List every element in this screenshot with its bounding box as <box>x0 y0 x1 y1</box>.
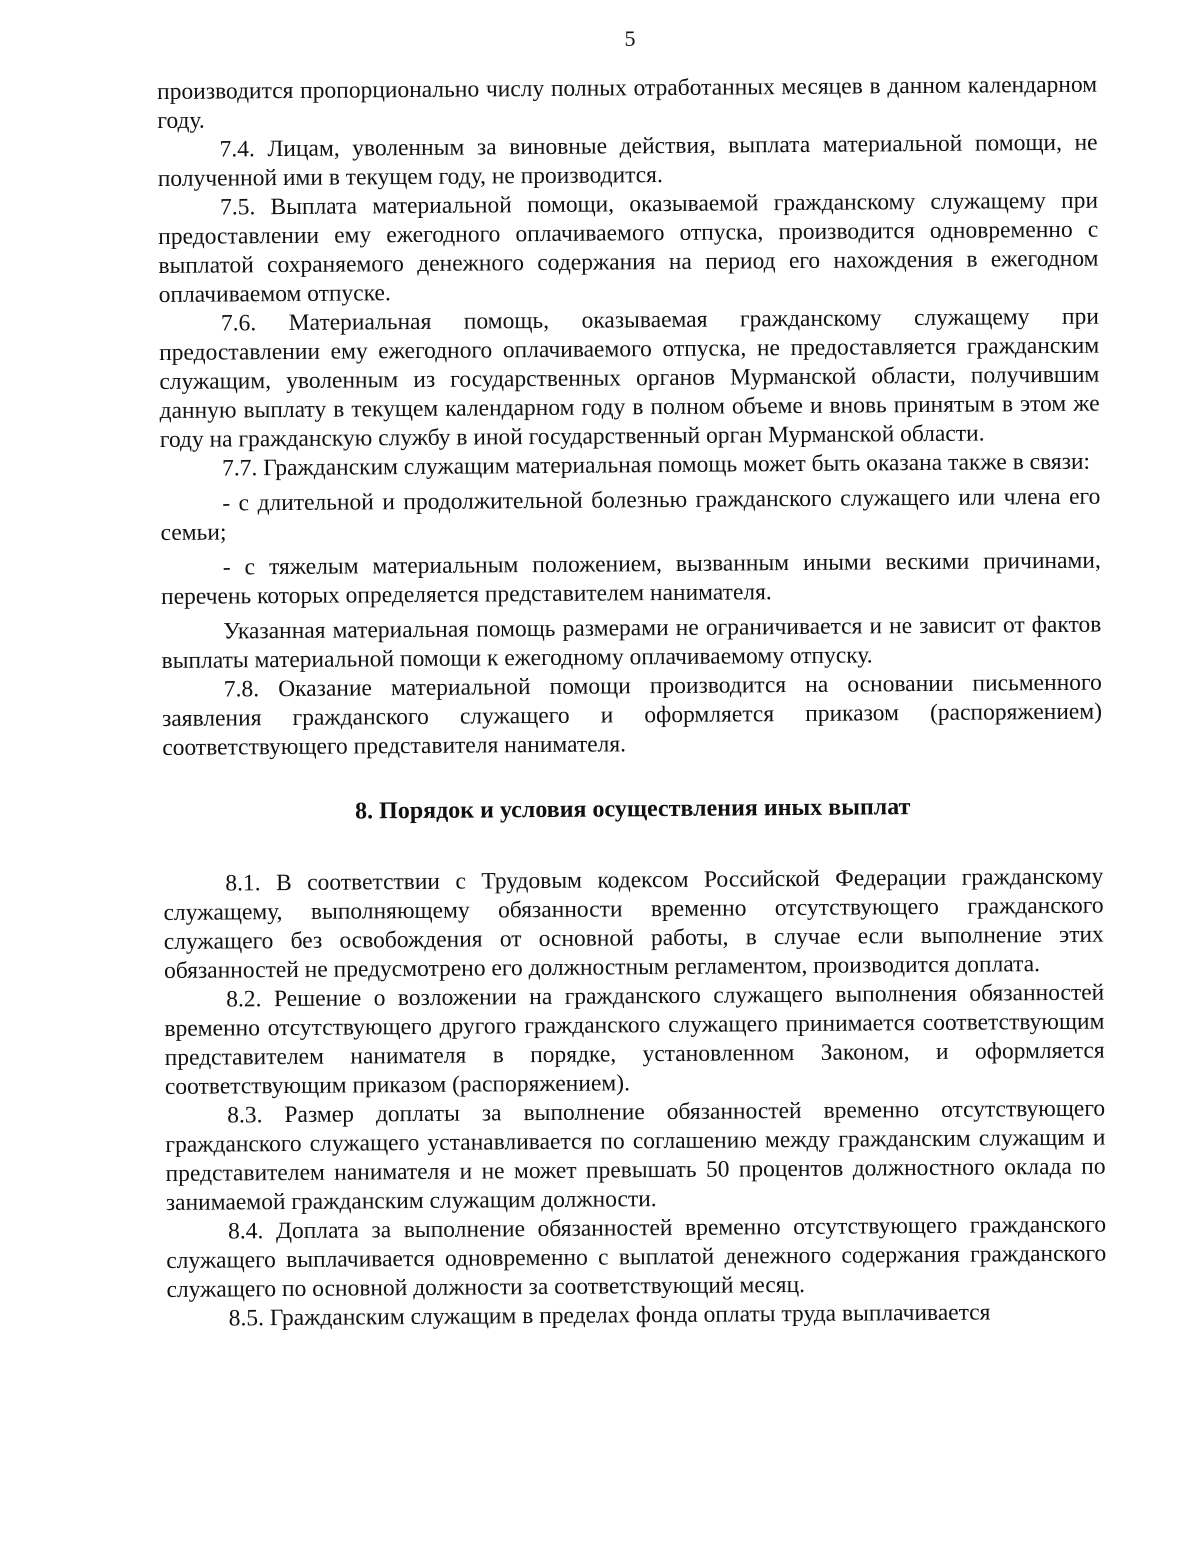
list-item-illness: - с длительной и продолжительной болезнью гражданского служащего или члена его семьи; <box>160 483 1101 546</box>
page-number: 5 <box>624 26 636 51</box>
document-body <box>157 71 1107 1334</box>
paragraph-7-6: 7.6. Материальная помощь, оказываемая гражданскому служащему при предоставлении ему ежегодного оплачиваемого отпуска, не предоставляется гражданским служащим, уволенным из государственных органов Мурманской области, получившим данную выплату в текущем календарном году в полном объеме и вновь принятым в этом же году на гражданскую службу в иной государственный орган Мурманской области. <box>159 303 1100 453</box>
list-item-hardship: - с тяжелым материальным положением, вызванным иными вескими причинами, перечень которых определяется представителем нанимателя. <box>160 547 1101 610</box>
paragraph-7-7: 7.7. Гражданским служащим материальная помощь может быть оказана также в связи: <box>221 448 1091 482</box>
paragraph-8-4: 8.4. Доплата за выполнение обязанностей временно отсутствующего гражданского служащего выплачивается одновременно с выплатой денежного содержания гражданского служащего по основной должности за соответствующий месяц. <box>166 1211 1107 1303</box>
paragraph-8-3: 8.3. Размер доплаты за выполнение обязанностей временно отсутствующего гражданского служащего устанавливается по соглашению между гражданским служащим и представителем нанимателя и не может превышать 50 процентов должностного оклада по занимаемой гражданским служащим должности. <box>165 1095 1106 1216</box>
paragraph-8-2: 8.2. Решение о возложении на гражданского служащего выполнения обязанностей временно отсутствующего другого гражданского служащего принимается соответствующим представителем нанимателя в порядке, установленном Законом, и оформляется соответствующим приказом (распоряжением). <box>164 979 1105 1100</box>
paragraph-continuation: производится пропорционально числу полных отработанных месяцев в данном календарном году. <box>157 71 1098 134</box>
paragraph-note: Указанная материальная помощь размерами не ограничивается и не зависит от фактов выплаты материальной помощи к ежегодному оплачиваемому отпуску. <box>161 611 1102 674</box>
paragraph-8-5: 8.5. Гражданским служащим в пределах фонда оплаты труда выплачивается <box>228 1299 991 1332</box>
paragraph-7-8: 7.8. Оказание материальной помощи производится на основании письменного заявления гражданского служащего и оформляется приказом (распоряжением) соответствующего представителя нанимателя. <box>161 669 1103 761</box>
section-heading: 8. Порядок и условия осуществления иных выплат <box>355 794 911 825</box>
paragraph-7-4: 7.4. Лицам, уволенным за виновные действия, выплата материальной помощи, не полученной ими в текущем году, не производится. <box>157 129 1098 192</box>
paragraph-8-1: 8.1. В соответствии с Трудовым кодексом Российской Федерации гражданскому служащему, выполняющему обязанности временно отсутствующего гражданского служащего без освобождения от основной работы, в случае если выполнение этих обязанностей не предусмотрено его должностным регламентом, производится доплата. <box>163 863 1104 984</box>
paragraph-7-5: 7.5. Выплата материальной помощи, оказываемой гражданскому служащему при предоставлении ему ежегодного оплачиваемого отпуска, производится одновременно с выплатой сохраняемого денежного содержания на период его нахождения в ежегодном оплачиваемом отпуске. <box>158 187 1099 308</box>
